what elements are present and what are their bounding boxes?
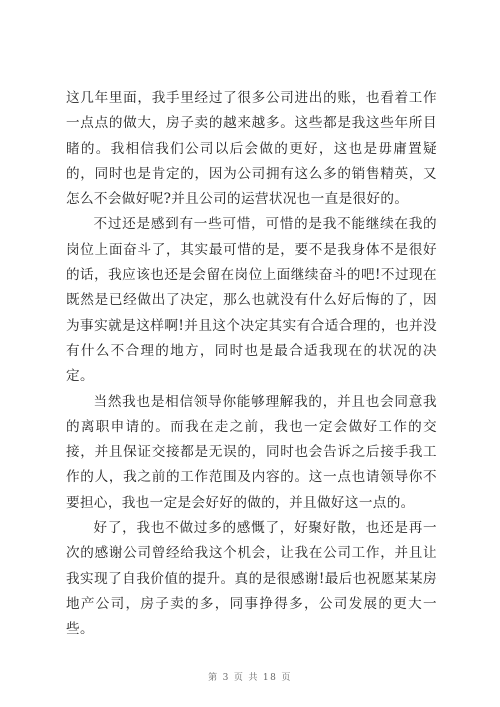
footer-current-page: 3 — [222, 673, 230, 683]
footer-total-pages: 18 — [262, 673, 278, 683]
footer-total-word: 页 — [281, 673, 292, 683]
paragraph: 当然我也是相信领导你能够理解我的，并且也会同意我的离职申请的。而我在走之前，我也一定会做好工作的交接，并且保证交接都是无误的，同时也会告诉之后接手我工作的人，我之前的工作范围及内容的。这一点也请领导你不要担心，我也一定是会好好的做的，并且做好这一点的。 — [66, 393, 437, 511]
paragraph: 不过还是感到有一些可惜，可惜的是我不能继续在我的岗位上面奋斗了，其实最可惜的是，要不是我身体不是很好的话，我应该也还是会留在岗位上面继续奋斗的吧!不过现在既然是已经做出了决定，那么也就没有什么好后悔的了，因为事实就是这样啊!并且这个决定其实有合适合理的，也并没有什么不合理的地方，同时也是最合适我现在的状况的决定。 — [66, 216, 437, 385]
footer-total-label: 共 — [248, 673, 259, 683]
footer-page-label: 第 — [208, 673, 219, 683]
paragraph: 好了，我也不做过多的感慨了，好聚好散，也还是再一次的感谢公司曾经给我这个机会，让我在公司工作，并且让我实现了自我价值的提升。真的是很感谢!最后也祝愿某某房地产公司，房子卖的多，同事挣得多，公司发展的更大一些。 — [66, 520, 437, 638]
paragraph-continuation: 这几年里面，我手里经过了很多公司进出的账，也看着工作一点点的做大，房子卖的越来越多。这些都是我这些年所目睹的。我相信我们公司以后会做的更好，这也是毋庸置疑的，同时也是肯定的，因为公司拥有这么多的销售精英，又怎么不会做好呢?并且公司的运营状况也一直是很好的。 — [66, 90, 437, 208]
page-footer — [0, 670, 500, 683]
document-body — [66, 86, 437, 643]
footer-page-word: 页 — [233, 673, 245, 683]
